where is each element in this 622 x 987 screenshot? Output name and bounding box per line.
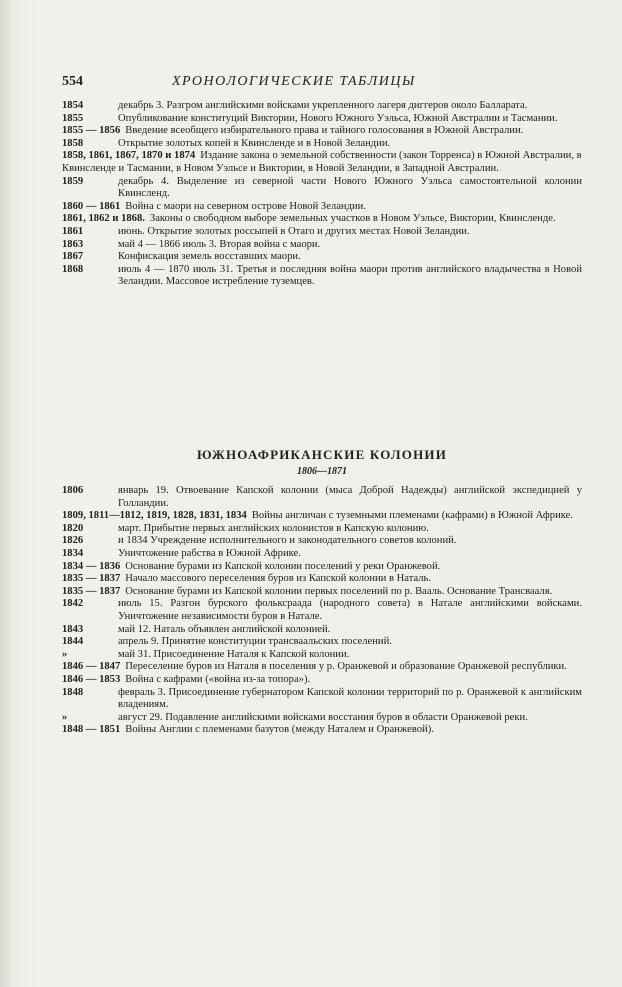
chronology-entry [62, 598, 582, 623]
entry-text: июль 15. Разгон бурского фольксраада (народного совета) в Натале английскими войсками. Уничтожение независимости буров в Натале. [118, 598, 582, 622]
chronology-entry [62, 624, 582, 637]
entry-text: май 4 — 1866 июль 3. Вторая война с маори. [118, 238, 321, 250]
entry-text: и 1834 Учреждение исполнительного и законодательного советов колоний. [118, 535, 457, 547]
chronology-entry [62, 176, 582, 201]
page-number: 554 [62, 74, 83, 89]
entry-text: июнь. Открытие золотых россыпей в Отаго и других местах Новой Зеландии. [118, 225, 470, 237]
entry-year: 1858 [62, 137, 84, 149]
chronology-entry [62, 649, 582, 662]
chronology-entry [62, 561, 582, 574]
chronology-entry [62, 125, 582, 138]
entry-text: декабрь 4. Выделение из северной части Нового Южного Уэльса самостоятельной колонии Квинсленд. [118, 175, 582, 200]
entry-year: » [62, 711, 68, 723]
entry-text: Конфискация земель восставших маори. [118, 251, 301, 263]
entry-text: Переселение буров из Наталя в поселения у р. Оранжевой и образование Оранжевой республики. [125, 661, 567, 673]
chronology-entry [62, 113, 582, 126]
entry-year: 1834 [62, 547, 84, 559]
entry-text: Открытие золотых копей в Квинсленде и в Новой Зеландии. [118, 137, 391, 149]
entry-text: август 29. Подавление английскими войсками восстания буров в области Оранжевой реки. [118, 711, 528, 723]
chronology-entry [62, 586, 582, 599]
entry-text: Опубликование конституций Виктории, Нового Южного Уэльса, Южной Австралии и Тасмании. [118, 112, 558, 124]
entry-year: 1842 [62, 598, 84, 610]
section-title: ЮЖНОАФРИКАНСКИЕ КОЛОНИИ [196, 447, 448, 462]
chronology-entry [62, 687, 582, 712]
page-header [62, 74, 582, 92]
entry-year: 1843 [62, 623, 84, 635]
entry-year: 1855 [62, 112, 84, 124]
section-years: 1806—1871 [297, 466, 347, 477]
entry-year: » [62, 648, 68, 660]
entry-year: 1809, 1811—1812, 1819, 1828, 1831, 1834 [62, 510, 247, 522]
entry-text: январь 19. Отвоевание Капской колонии (мыса Доброй Надежды) английской экспедицией у Голландии. [118, 485, 582, 509]
chronology-entry [62, 712, 582, 725]
entry-year: 1867 [62, 251, 84, 263]
entry-text: Издание закона о земельной собственности (закон Торренса) в Южной Австралии, в Квинсленде и Тасмании, в Новом Уэльсе и Виктории, в Новой Зеландии, в Западной Австралии. [62, 150, 582, 174]
entry-year: 1868 [62, 263, 84, 275]
chronology-entry [62, 535, 582, 548]
entry-text: апрель 9. Принятие конституции трансваальских поселений. [118, 636, 392, 648]
chronology-entry [62, 239, 582, 252]
entry-text: Война с маори на северном острове Новой Зеландии. [125, 200, 366, 212]
chronology-entry [62, 573, 582, 586]
entry-text: май 31. Присоединение Наталя к Капской колонии. [118, 648, 350, 660]
chronology-entry [62, 264, 582, 289]
entry-year: 1826 [62, 535, 84, 547]
entry-year: 1844 [62, 636, 84, 648]
running-title: ХРОНОЛОГИЧЕСКИЕ ТАБЛИЦЫ [172, 74, 416, 89]
entry-text: май 12. Наталь объявлен английской колонией. [118, 623, 331, 635]
entry-text: Война с кафрами («война из-за топора»). [125, 673, 311, 685]
entry-year: 1835 — 1837 [62, 585, 121, 597]
entry-year: 1820 [62, 522, 84, 534]
chronology-entry [62, 523, 582, 536]
entry-text: март. Прибытие первых английских колонистов в Капскую колонию. [118, 522, 429, 534]
entry-text: Законы о свободном выборе земельных участков в Новом Уэльсе, Виктории, Квинсленде. [149, 213, 556, 225]
entry-year: 1861 [62, 225, 84, 237]
entry-text: Основание бурами из Капской колонии поселений у реки Оранжевой. [125, 560, 441, 572]
entry-year: 1834 — 1836 [62, 560, 121, 572]
entry-year: 1846 — 1847 [62, 661, 121, 673]
chronology-entry [62, 150, 582, 175]
entry-text: февраль 3. Присоединение губернатором Капской колонии территорий по р. Оранжевой к английским владениям. [118, 686, 582, 711]
entry-year: 1848 [62, 686, 84, 698]
entry-year: 1806 [62, 485, 84, 496]
entry-text: декабрь 3. Разгром английскими войсками укрепленного лагеря диггеров около Балларата. [118, 100, 528, 111]
entry-text: июль 4 — 1870 июль 31. Третья и последняя война маори против английского владычества в Новой Зеландии. Массовое истребление туземцев. [118, 263, 582, 288]
entry-year: 1848 — 1851 [62, 724, 121, 736]
chronology-entry [62, 724, 582, 737]
entry-text: Начало массового переселения буров из Капской колонии в Наталь. [125, 573, 432, 585]
chronology-entry [62, 636, 582, 649]
entry-year: 1858, 1861, 1867, 1870 и 1874 [62, 150, 196, 162]
chronology-south-africa [62, 485, 582, 737]
entry-text: Войны англичан с туземными племенами (кафрами) в Южной Африке. [251, 510, 573, 522]
chronology-entry [62, 251, 582, 264]
chronology-entry [62, 674, 582, 687]
entry-year: 1863 [62, 238, 84, 250]
entry-text: Уничтожение рабства в Южной Африке. [118, 547, 301, 559]
chronology-entry [62, 661, 582, 674]
chronology-entry [62, 485, 582, 510]
entry-year: 1835 — 1837 [62, 573, 121, 585]
entry-year: 1855 — 1856 [62, 125, 121, 137]
entry-year: 1860 — 1861 [62, 200, 121, 212]
chronology-australia [62, 100, 582, 289]
chronology-entry [62, 226, 582, 239]
entry-text: Войны Англии с племенами базутов (между Наталем и Оранжевой). [125, 724, 434, 736]
chronology-entry [62, 213, 582, 226]
chronology-entry [62, 510, 582, 523]
chronology-entry [62, 138, 582, 151]
entry-year: 1859 [62, 175, 84, 187]
chronology-entry [62, 548, 582, 561]
entry-text: Введение всеобщего избирательного права и тайного голосования в Южной Австралии. [125, 125, 524, 137]
entry-year: 1846 — 1853 [62, 673, 121, 685]
chronology-entry [62, 201, 582, 214]
entry-year: 1854 [62, 100, 84, 111]
entry-year: 1861, 1862 и 1868. [62, 213, 145, 225]
chronology-entry [62, 100, 582, 113]
entry-text: Основание бурами из Капской колонии первых поселений по р. Вааль. Основание Трансвааля. [125, 585, 553, 597]
